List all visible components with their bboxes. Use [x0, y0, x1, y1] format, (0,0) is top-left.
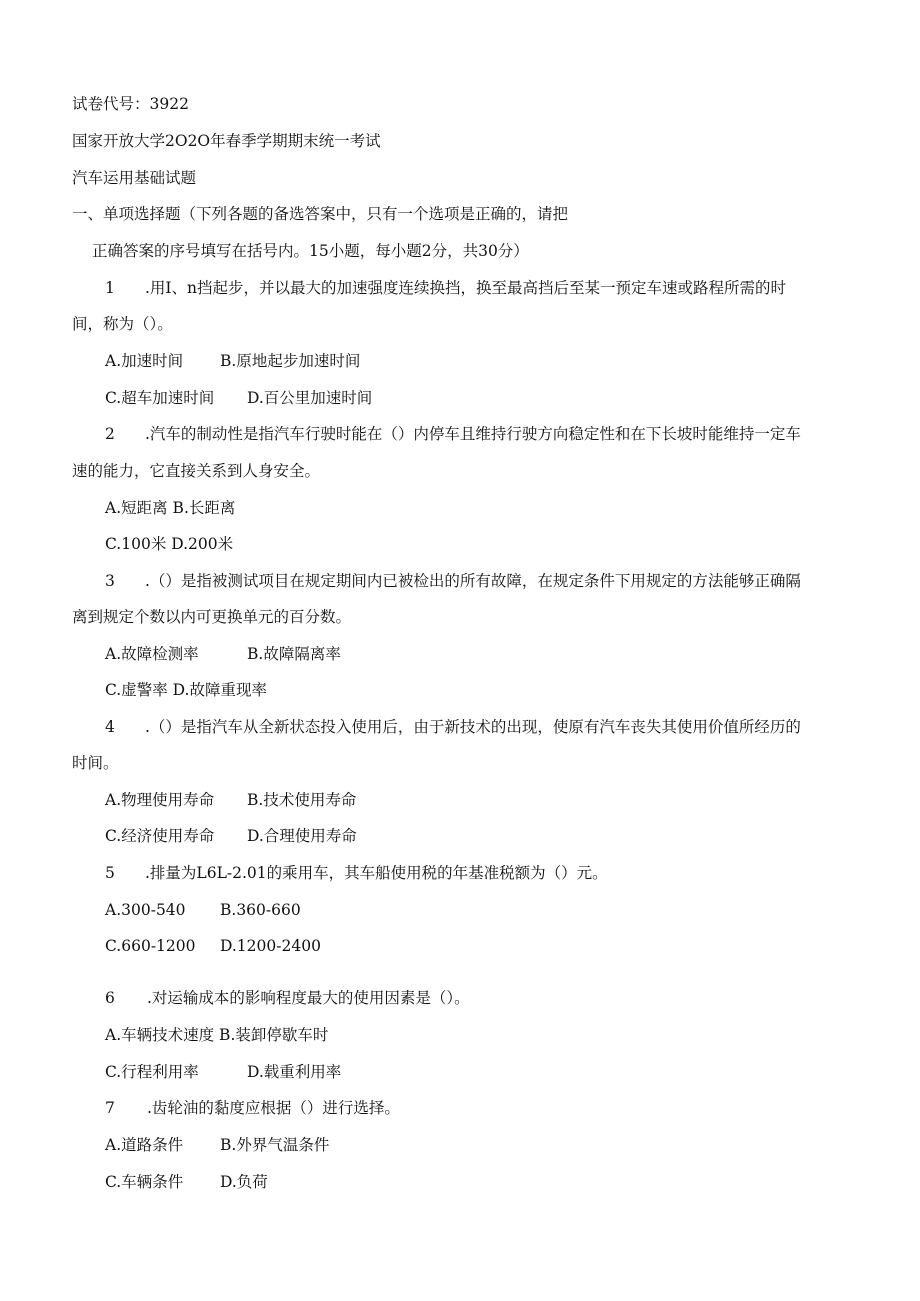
question-1-options-ab [105, 351, 360, 371]
question-5-options-cd [105, 936, 321, 956]
question-2-options-ab: A.短距离 B.长距离 [105, 499, 236, 517]
option-d: D.合理使用寿命 [247, 827, 357, 845]
option-d: D.百公里加速时间 [247, 389, 373, 407]
option-c: C.超车加速时间 [105, 389, 215, 407]
option-a: A.300-540 [105, 901, 186, 919]
option-d: D.载重利用率 [247, 1063, 342, 1081]
section-heading: 一、单项选择题（下列各题的备选答案中，只有一个选项是正确的，请把 [72, 205, 569, 223]
option-a: A.加速时间 [105, 352, 184, 370]
option-b: B.故障隔离率 [247, 645, 341, 663]
question-number: 3 [105, 572, 115, 590]
question-2-options-cd: C.100米 D.200米 [105, 535, 234, 553]
option-b: B.原地起步加速时间 [220, 352, 361, 370]
subject-title: 汽车运用基础试题 [72, 169, 197, 187]
question-7-options-ab [105, 1135, 329, 1155]
question-5-options-ab [105, 900, 301, 920]
question-4-options-ab [105, 790, 356, 810]
question-number: 2 [105, 425, 115, 443]
question-1-continued: 间，称为（）。 [72, 315, 173, 333]
option-d: D.1200-2400 [220, 937, 321, 955]
option-c: C.行程利用率 [105, 1063, 199, 1081]
question-number: 4 [105, 718, 115, 736]
question-text: .排量为L6L-2.01的乘用车，其车船使用税的年基准税额为（）元。 [145, 864, 608, 882]
section-heading-continued: 正确答案的序号填写在括号内。15小题，每小题2分，共30分） [92, 242, 529, 260]
question-5 [105, 863, 608, 883]
question-text: .（）是指汽车从全新状态投入使用后，由于新技术的出现，使原有汽车丧失其使用价值所经历的 [145, 718, 801, 736]
question-text: .汽车的制动性是指汽车行驶时能在（）内停车且维持行驶方向稳定性和在下长坡时能维持一定车 [145, 425, 801, 443]
option-d: D.负荷 [220, 1173, 268, 1191]
option-a: A.物理使用寿命 [105, 791, 215, 809]
question-text: .（）是指被测试项目在规定期间内已被检出的所有故障，在规定条件下用规定的方法能够正确隔 [145, 572, 801, 590]
question-7-options-cd [105, 1172, 268, 1192]
question-text: .对运输成本的影响程度最大的使用因素是（）。 [147, 989, 470, 1007]
option-c: C.经济使用寿命 [105, 827, 215, 845]
question-text: .用I、n挡起步，并以最大的加速强度连续换挡，换至最高挡后至某一预定车速或路程所需的时 [145, 279, 787, 297]
question-4 [105, 717, 801, 737]
question-3-options-cd: C.虚警率 D.故障重现率 [105, 681, 267, 699]
option-b: B.技术使用寿命 [247, 791, 357, 809]
paper-code: 试卷代号：3922 [72, 95, 189, 113]
option-b: B.外界气温条件 [220, 1136, 330, 1154]
option-c: C.660-1200 [105, 937, 196, 955]
question-4-continued: 时间。 [72, 754, 119, 772]
question-3-options-ab [105, 644, 341, 664]
question-6 [105, 988, 470, 1008]
option-a: A.故障检测率 [105, 645, 199, 663]
question-number: 5 [105, 864, 115, 882]
question-1-options-cd [105, 388, 372, 408]
question-3 [105, 571, 801, 591]
question-1 [105, 278, 786, 298]
question-number: 1 [105, 279, 115, 297]
question-6-options-cd [105, 1062, 341, 1082]
question-6-options-ab: A.车辆技术速度 B.装卸停歇车时 [105, 1026, 329, 1044]
question-2 [105, 424, 801, 444]
option-c: C.车辆条件 [105, 1173, 184, 1191]
question-text: .齿轮油的黏度应根据（）进行选择。 [147, 1099, 400, 1117]
question-3-continued: 离到规定个数以内可更换单元的百分数。 [72, 608, 352, 626]
question-number: 6 [105, 989, 115, 1007]
question-2-continued: 速的能力，它直接关系到人身安全。 [72, 462, 321, 480]
exam-title: 国家开放大学2O2O年春季学期期末统一考试 [72, 132, 381, 150]
question-number: 7 [105, 1099, 115, 1117]
question-7 [105, 1098, 400, 1118]
question-4-options-cd [105, 826, 357, 846]
option-b: B.360-660 [220, 901, 301, 919]
option-a: A.道路条件 [105, 1136, 184, 1154]
